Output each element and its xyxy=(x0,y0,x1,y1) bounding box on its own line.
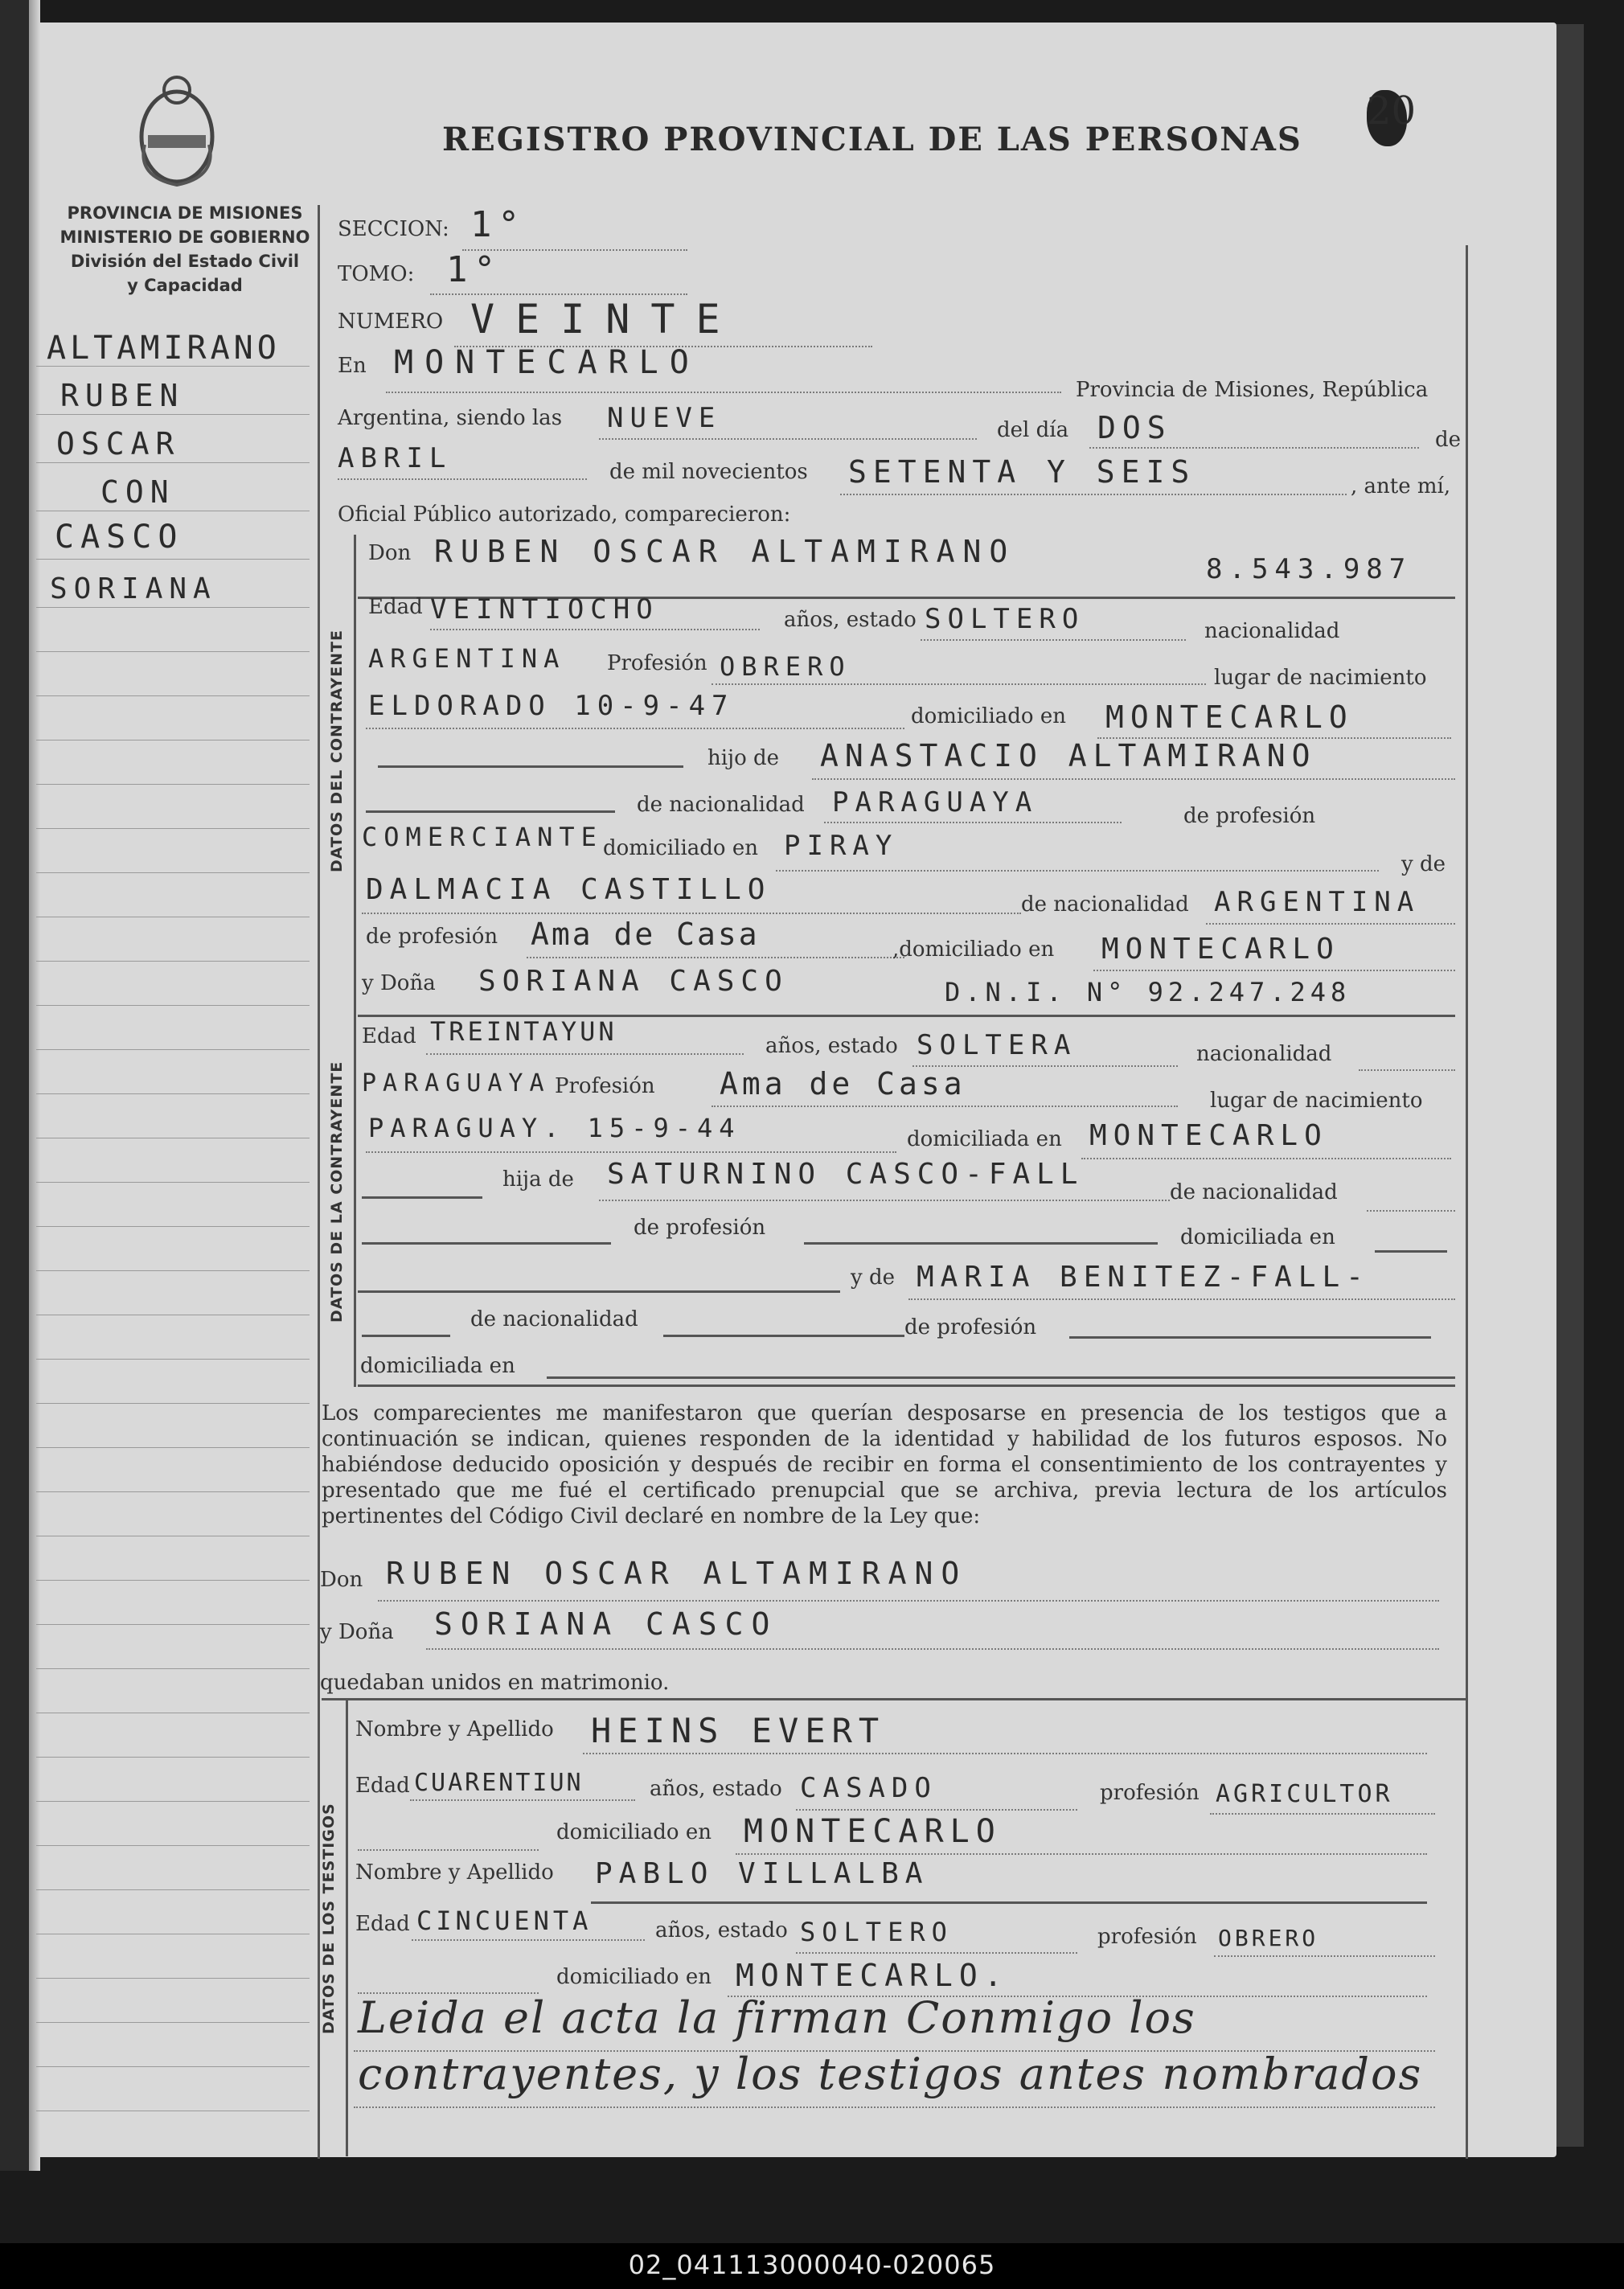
dia-value: DOS xyxy=(1097,410,1172,445)
nacionalidad-label: nacionalidad xyxy=(1204,619,1340,643)
padre-nacionalidad-label-f: de nacionalidad xyxy=(1170,1180,1338,1204)
seccion-label: SECCION: xyxy=(338,217,449,241)
declaration-dona: SORIANA CASCO xyxy=(434,1606,778,1642)
contrayente-madre-profesion: Ama de Casa xyxy=(531,917,760,952)
t2-estado: SOLTERO xyxy=(800,1917,953,1947)
t2-edad-label: Edad xyxy=(355,1912,410,1936)
closing-note-line: Leida el acta la firman Conmigo los xyxy=(358,1992,1196,2043)
file-id-caption: 02_041113000040-020065 xyxy=(628,2250,996,2280)
domiciliada-label: domiciliada en xyxy=(907,1127,1062,1151)
contrayente-edad: VEINTIOCHO xyxy=(430,593,659,626)
anios-estado-label-f: años, estado xyxy=(765,1034,898,1058)
ministry-line: MINISTERIO DE GOBIERNO xyxy=(59,228,310,247)
testigos-rule xyxy=(346,1698,348,2156)
t1-profesion: AGRICULTOR xyxy=(1216,1780,1393,1808)
contrayente-madre-nacionalidad: ARGENTINA xyxy=(1214,886,1421,918)
tomo-value: 1° xyxy=(446,249,502,290)
lugar-label: lugar de nacimiento xyxy=(1214,666,1427,690)
contrayente-rule xyxy=(354,535,356,973)
testigos-section-label: DATOS DE LOS TESTIGOS xyxy=(320,1803,338,2034)
t1-domicilio-label: domiciliado en xyxy=(556,1820,712,1844)
margin-note-line: SORIANA xyxy=(50,572,217,605)
ministry-line: y Capacidad xyxy=(127,276,243,295)
ante-mi: , ante mí, xyxy=(1351,474,1451,498)
contrayente-nombre: RUBEN OSCAR ALTAMIRANO xyxy=(434,534,1016,569)
t2-edad: CINCUENTA xyxy=(416,1905,593,1936)
contrayente-domicilio: MONTECARLO xyxy=(1105,699,1354,735)
domiciliado-label: domiciliado en xyxy=(911,704,1066,728)
t2-domicilio: MONTECARLO. xyxy=(736,1958,1009,1993)
page-number: 20 xyxy=(1367,88,1417,133)
t2-nombre-label: Nombre y Apellido xyxy=(355,1860,554,1885)
contrayente-section-label: DATOS DEL CONTRAYENTE xyxy=(328,630,346,872)
contrayente-padre-domicilio: PIRAY xyxy=(784,830,899,862)
edad-label-f: Edad xyxy=(362,1024,416,1048)
t2-domicilio-label: domiciliado en xyxy=(556,1965,712,1989)
de-label: de xyxy=(1435,428,1462,452)
declaration-paragraph: Los comparecientes me manifestaron que querían desposarse en presencia de los testigos que a continuación se indican, quienes responden de la identidad y habilidad de los futuros esposos. No habiéndose deducido oposición y después de recibir en forma el consentimiento de los contrayentes y presentado que me fué el certificado prenupcial que se archiva, previa lectura de los artículos pertinentes del Código Civil declaré en nombre de la Ley que: xyxy=(322,1401,1447,1528)
contrayente-lugar-fecha: ELDORADO 10-9-47 xyxy=(368,690,735,722)
contrayenta-nombre: SORIANA CASCO xyxy=(478,965,789,998)
margin-note-line: CASCO xyxy=(55,519,184,556)
padre-profesion-label-f: de profesión xyxy=(634,1216,766,1240)
t2-profesion: OBRERO xyxy=(1218,1925,1319,1951)
t1-profesion-label: profesión xyxy=(1100,1781,1200,1805)
don-label: Don xyxy=(368,541,412,565)
profesion-label-f: Profesión xyxy=(555,1074,655,1098)
contrayenta-madre: MARIA BENITEZ-FALL- xyxy=(917,1261,1370,1294)
contrayente-madre-domicilio: MONTECARLO xyxy=(1101,933,1340,966)
contrayenta-rule xyxy=(354,969,356,1387)
contrayente-padre: ANASTACIO ALTAMIRANO xyxy=(820,738,1317,773)
seccion-value: 1° xyxy=(470,204,526,245)
t1-nombre: HEINS EVERT xyxy=(591,1711,886,1750)
nacionalidad-label-f: nacionalidad xyxy=(1196,1042,1332,1066)
coat-of-arms-icon xyxy=(129,64,225,193)
madre-nacionalidad-label-f: de nacionalidad xyxy=(470,1307,638,1331)
contrayente-documento: 8.543.987 xyxy=(1206,553,1413,585)
contrayente-padre-nacionalidad: PARAGUAYA xyxy=(832,786,1039,818)
anio-value: SETENTA Y SEIS xyxy=(848,454,1196,490)
tomo-label: TOMO: xyxy=(338,262,415,286)
edad-label: Edad xyxy=(368,595,423,619)
contrayente-nacionalidad: ARGENTINA xyxy=(368,643,566,674)
y-de-label: y de xyxy=(1401,852,1446,876)
t1-estado: CASADO xyxy=(800,1772,937,1804)
t1-nombre-label: Nombre y Apellido xyxy=(355,1717,554,1741)
y-de-label-f: y de xyxy=(851,1266,895,1290)
margin-note-line: OSCAR xyxy=(56,426,181,461)
madre-profesion-label-f: de profesión xyxy=(904,1315,1037,1339)
contrayenta-padre: SATURNINO CASCO-FALL xyxy=(607,1158,1085,1191)
hora-value: NUEVE xyxy=(607,402,722,434)
page-title: REGISTRO PROVINCIAL DE LAS PERSONAS xyxy=(442,121,1302,158)
contrayenta-edad: TREINTAYUN xyxy=(430,1016,617,1047)
margin-note-line: ALTAMIRANO xyxy=(47,330,281,367)
numero-label: NUMERO xyxy=(338,310,444,334)
t1-edad: CUARENTIUN xyxy=(414,1769,584,1797)
declaration-don: RUBEN OSCAR ALTAMIRANO xyxy=(386,1556,968,1591)
contrayenta-lugar-fecha: PARAGUAY. 15-9-44 xyxy=(368,1113,741,1143)
t1-domicilio: MONTECARLO xyxy=(744,1813,1002,1850)
hijo-label: hijo de xyxy=(707,746,780,770)
profesion-label: Profesión xyxy=(607,651,707,675)
margin-note-line: CON xyxy=(100,474,175,510)
dona-label-decl: y Doña xyxy=(320,1620,394,1644)
madre-profesion-label: de profesión xyxy=(366,925,498,949)
madre-domiciliada-label-f: domiciliada en xyxy=(360,1354,515,1378)
matrimony-closing: quedaban unidos en matrimonio. xyxy=(320,1671,670,1695)
anios-estado-label: años, estado xyxy=(784,608,917,632)
mes-value: ABRIL xyxy=(338,442,453,474)
contrayente-padre-profesion: COMERCIANTE xyxy=(362,822,603,852)
contrayenta-estado: SOLTERA xyxy=(917,1029,1077,1061)
numero-value: VEINTE xyxy=(470,296,741,343)
de-nacionalidad-label: de nacionalidad xyxy=(637,793,805,817)
contrayente-profesion: OBRERO xyxy=(720,651,851,682)
mil-label: de mil novecientos xyxy=(609,460,808,484)
oficial-text: Oficial Público autorizado, comparecieron: xyxy=(338,503,791,527)
margin-note-line: RUBEN xyxy=(60,378,185,413)
lugar-label-f: lugar de nacimiento xyxy=(1210,1089,1423,1113)
hija-label: hija de xyxy=(502,1167,574,1192)
dona-label: y Doña xyxy=(362,971,436,995)
don-label-decl: Don xyxy=(320,1568,363,1592)
padre-domiciliada-label-f: domiciliada en xyxy=(1180,1225,1335,1249)
del-dia-label: del día xyxy=(997,418,1069,442)
t2-estado-label: años, estado xyxy=(655,1918,788,1942)
t2-nombre: PABLO VILLALBA xyxy=(595,1857,929,1890)
contrayente-estado: SOLTERO xyxy=(925,603,1085,635)
en-label: En xyxy=(338,354,367,378)
padre-domiciliado-label: domiciliado en xyxy=(603,836,758,860)
madre-nacionalidad-label: de nacionalidad xyxy=(1021,892,1189,917)
contrayenta-profesion: Ama de Casa xyxy=(720,1066,966,1101)
contrayente-madre: DALMACIA CASTILLO xyxy=(366,873,772,906)
right-rule xyxy=(1466,245,1468,2159)
closing-note-line: contrayentes, y los testigos antes nombrados xyxy=(358,2049,1423,2099)
provincia-text: Provincia de Misiones, República xyxy=(1076,378,1429,402)
t1-estado-label: años, estado xyxy=(650,1777,782,1801)
t2-profesion-label: profesión xyxy=(1097,1925,1197,1949)
ministry-block xyxy=(32,201,338,297)
de-profesion-label: de profesión xyxy=(1183,804,1316,828)
contrayenta-documento: D.N.I. N° 92.247.248 xyxy=(945,977,1351,1007)
ministry-line: División del Estado Civil xyxy=(70,252,300,271)
madre-domiciliado-label: ,domiciliado en xyxy=(892,937,1055,962)
contrayenta-domicilio: MONTECARLO xyxy=(1089,1119,1328,1152)
t1-edad-label: Edad xyxy=(355,1774,410,1798)
en-value: MONTECARLO xyxy=(394,344,700,381)
ministry-line: PROVINCIA DE MISIONES xyxy=(67,203,303,223)
argentina-text: Argentina, siendo las xyxy=(338,406,563,430)
contrayenta-nacionalidad: PARAGUAYA xyxy=(362,1069,551,1097)
contrayenta-section-label: DATOS DE LA CONTRAYENTE xyxy=(328,1060,346,1323)
book-edge xyxy=(0,0,29,2171)
